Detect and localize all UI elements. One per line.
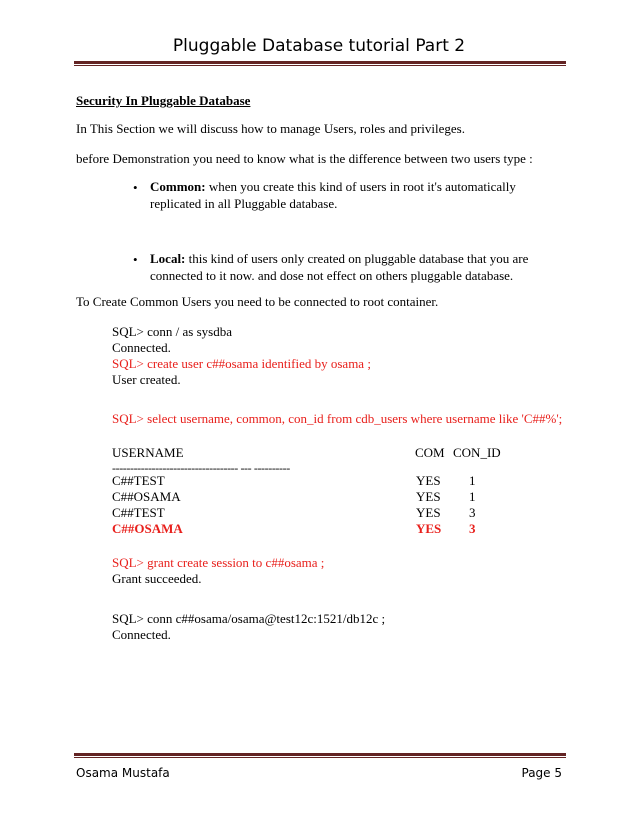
root-note: To Create Common Users you need to be connected to root container.	[76, 294, 439, 309]
bullet-marker-local: •	[133, 252, 138, 267]
col-header-com: COM	[415, 445, 445, 460]
sql-select: SQL> select username, common, con_id from cdb_users where username like 'C##%';	[112, 411, 563, 426]
row-username-highlight: C##OSAMA	[112, 521, 183, 536]
sql-connected-2: Connected.	[112, 627, 171, 642]
footer-author: Osama Mustafa	[76, 766, 170, 780]
footer-rule-thin	[74, 757, 566, 758]
bullet-common-text: when you create this kind of users in root it's automatically replicated in all Pluggable database.	[150, 179, 516, 211]
bullet-local	[150, 251, 550, 284]
header-rule-thin	[74, 65, 566, 66]
sql-grant: SQL> grant create session to c##osama ;	[112, 555, 325, 570]
footer-page-number: Page 5	[521, 766, 562, 780]
bullet-local-term: Local:	[150, 251, 186, 266]
row-con-id: 1	[469, 473, 476, 488]
bullet-common-term: Common:	[150, 179, 206, 194]
row-username: C##TEST	[112, 473, 165, 488]
page-header-title: Pluggable Database tutorial Part 2	[172, 36, 466, 56]
bullet-common	[150, 179, 550, 212]
col-header-username: USERNAME	[112, 445, 184, 460]
sql-create-user: SQL> create user c##osama identified by osama ;	[112, 356, 371, 371]
intro-text-2: before Demonstration you need to know what is the difference between two users type :	[76, 151, 533, 166]
intro-text: In This Section we will discuss how to manage Users, roles and privileges.	[76, 121, 465, 136]
sql-conn-user: SQL> conn c##osama/osama@test12c:1521/db12c ;	[112, 611, 386, 626]
bullet-marker-common: •	[133, 180, 138, 195]
row-com: YES	[416, 489, 441, 504]
sql-conn: SQL> conn / as sysdba	[112, 324, 232, 339]
row-username: C##TEST	[112, 505, 165, 520]
row-com: YES	[416, 505, 441, 520]
row-con-id-highlight: 3	[469, 521, 476, 536]
footer-rule-thick	[74, 753, 566, 756]
bullet-local-text: this kind of users only created on pluggable database that you are connected to it now. and dose not effect on others pluggable database.	[150, 251, 529, 283]
column-separator: ----------------------------------- --- ----------	[112, 461, 290, 475]
col-header-con-id: CON_ID	[453, 445, 501, 460]
row-con-id: 1	[469, 489, 476, 504]
row-username: C##OSAMA	[112, 489, 181, 504]
sql-grant-succeeded: Grant succeeded.	[112, 571, 202, 586]
section-title: Security In Pluggable Database	[76, 93, 251, 108]
row-con-id: 3	[469, 505, 476, 520]
row-com: YES	[416, 473, 441, 488]
sql-connected: Connected.	[112, 340, 171, 355]
header-rule-thick	[74, 61, 566, 64]
row-com-highlight: YES	[416, 521, 442, 536]
sql-user-created: User created.	[112, 372, 181, 387]
